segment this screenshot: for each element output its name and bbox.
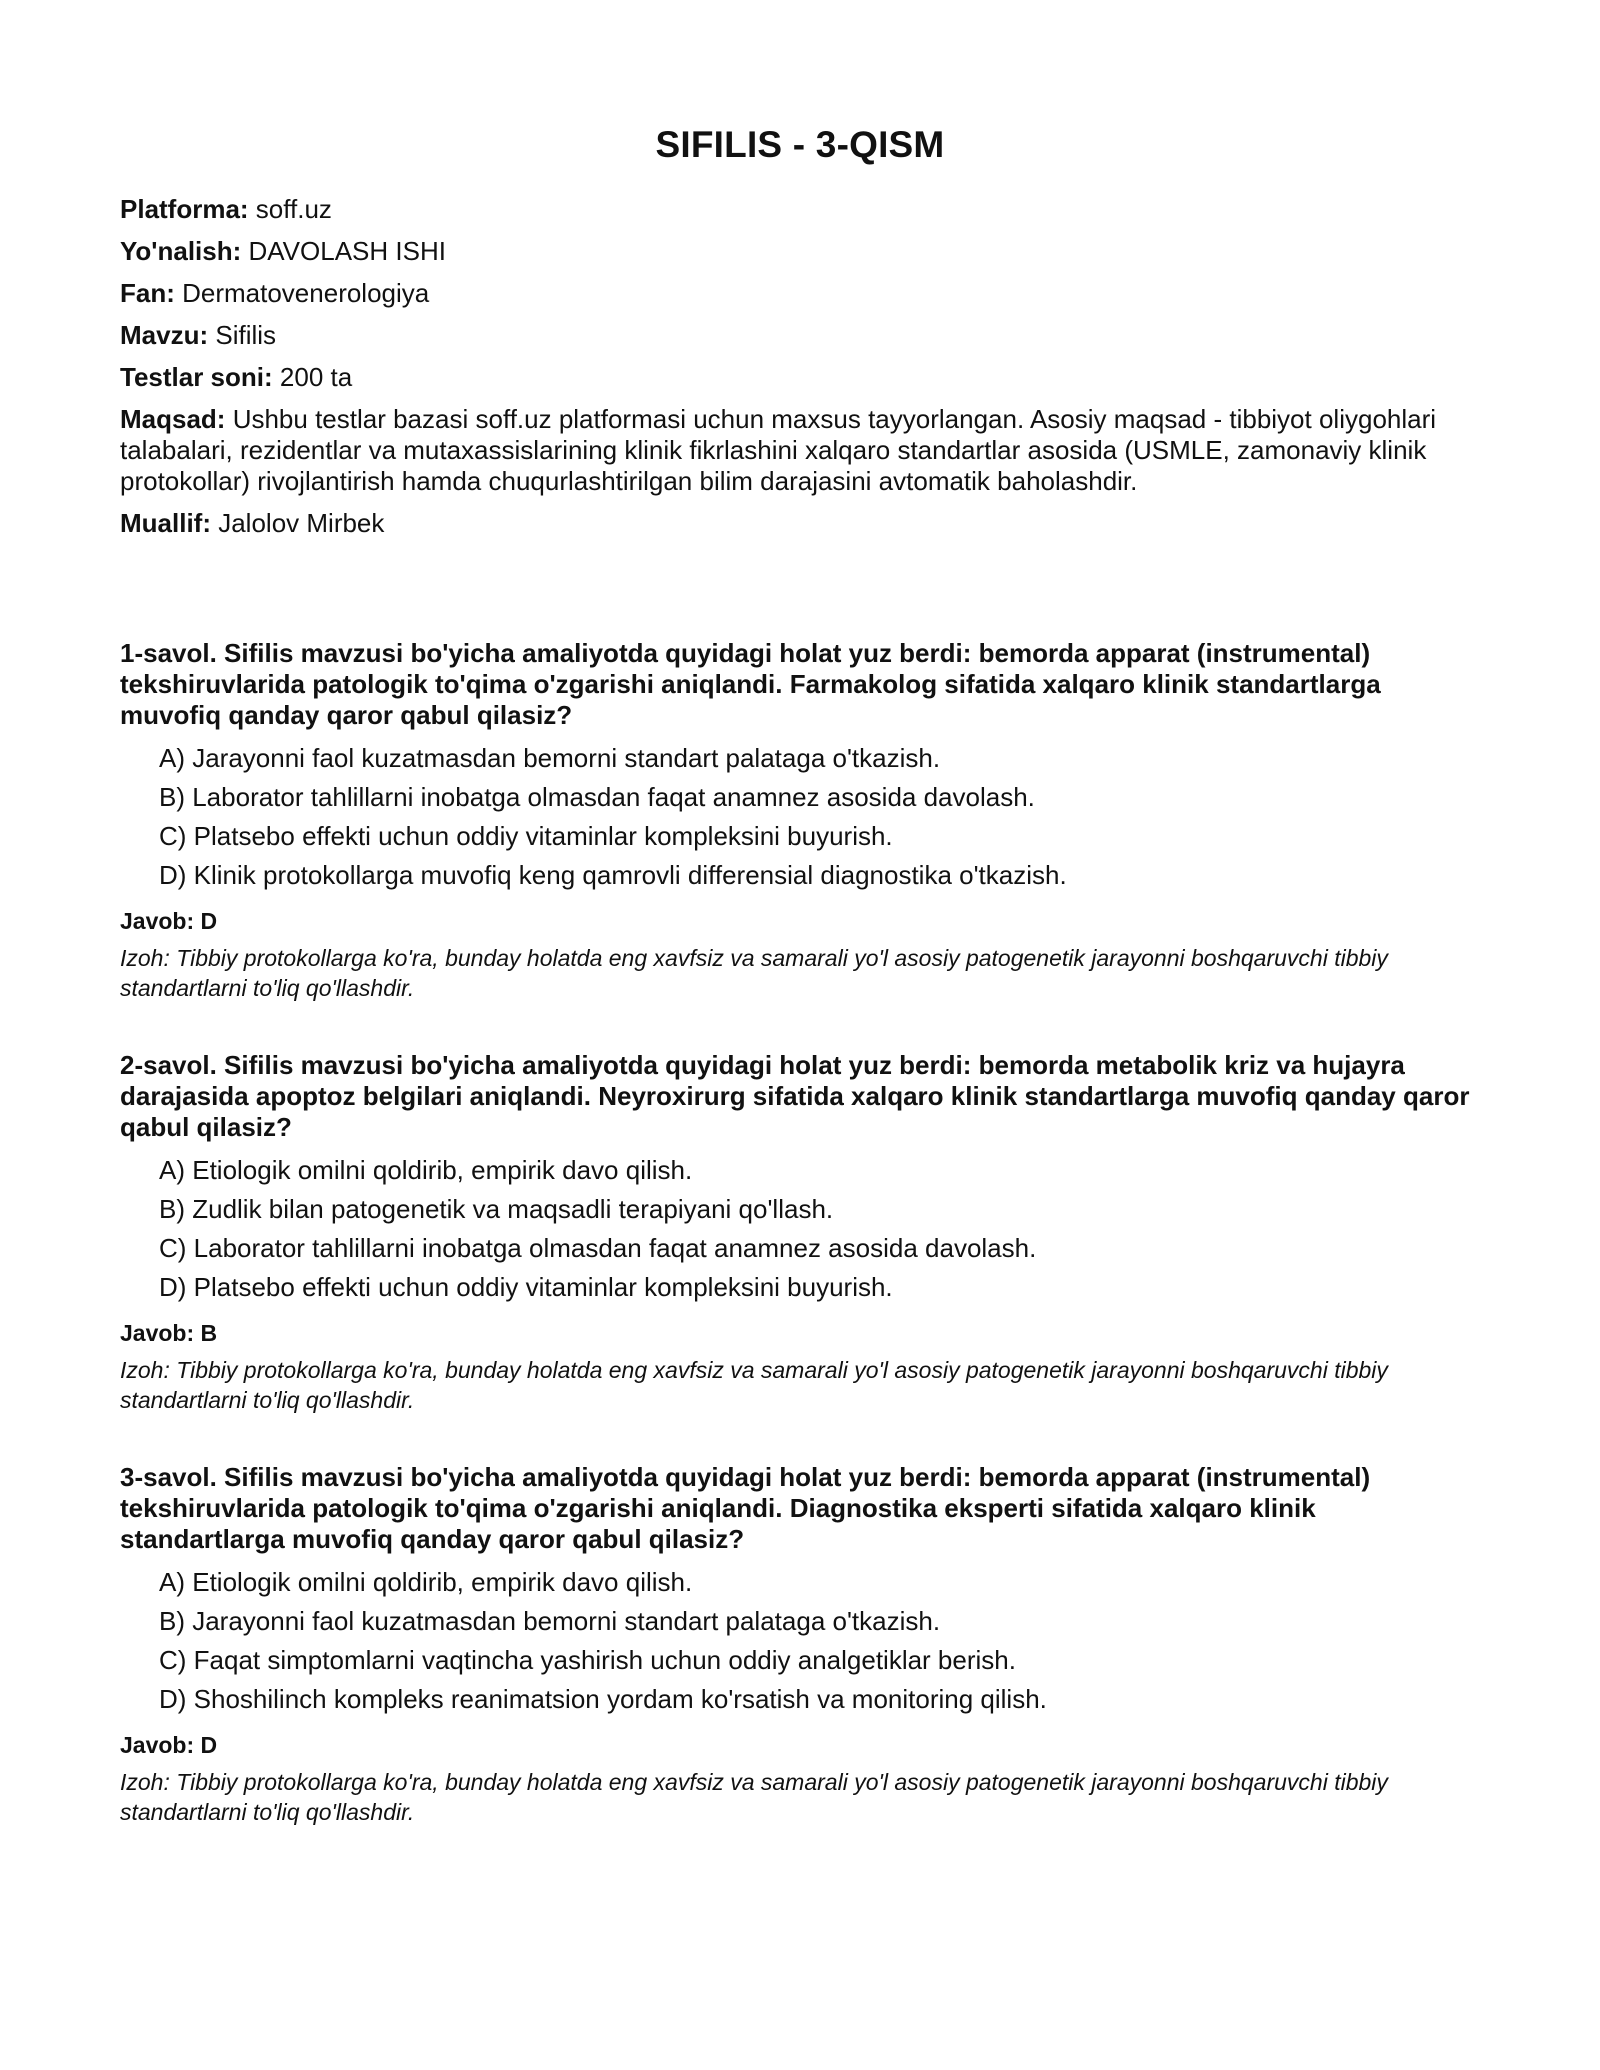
meta-label: Testlar soni: — [120, 362, 273, 392]
meta-platform — [120, 194, 1480, 225]
meta-label: Fan: — [120, 278, 175, 308]
meta-goal — [120, 404, 1480, 497]
explanation-text: Izoh: Tibbiy protokollarga ko'ra, bunday holatda eng xavfsiz va samarali yo'l asosiy patogenetik jarayonni boshqaruvchi tibbiy standartlarni to'liq qo'llashdir. — [120, 1357, 1388, 1413]
option-c: C) Platsebo effekti uchun oddiy vitaminlar kompleksini buyurish. — [159, 821, 893, 851]
option-c: C) Laborator tahlillarni inobatga olmasdan faqat anamnez asosida davolash. — [159, 1233, 1037, 1263]
meta-label: Mavzu: — [120, 320, 209, 350]
answer-label: Javob: D — [120, 1732, 218, 1758]
answer-label: Javob: D — [120, 908, 218, 934]
meta-value: Sifilis — [208, 320, 277, 350]
option-a: A) Etiologik omilni qoldirib, empirik davo qilish. — [159, 1155, 693, 1185]
meta-test-count — [120, 362, 1480, 393]
meta-direction — [120, 236, 1480, 267]
meta-label: Muallif: — [120, 508, 211, 538]
option-a: A) Jarayonni faol kuzatmasdan bemorni standart palataga o'tkazish. — [159, 743, 941, 773]
option-b: B) Zudlik bilan patogenetik va maqsadli terapiyani qo'llash. — [159, 1194, 834, 1224]
option-list — [120, 743, 1480, 899]
option-d: D) Platsebo effekti uchun oddiy vitaminlar kompleksini buyurish. — [159, 1272, 893, 1302]
question-3 — [120, 1462, 1480, 1827]
meta-value: 200 ta — [272, 362, 353, 392]
question-text: 1-savol. Sifilis mavzusi bo'yicha amaliyotda quyidagi holat yuz berdi: bemorda apparat (instrumental) tekshiruvlarida patologik to'qima o'zgarishi aniqlandi. Farmakolog sifatida xalqaro klinik standartlarga muvofiq qanday qaror qabul qilasiz? — [120, 638, 1381, 730]
meta-label: Maqsad: — [120, 404, 226, 434]
answer-label: Javob: B — [120, 1320, 218, 1346]
metadata-block — [120, 194, 1480, 539]
option-b: B) Laborator tahlillarni inobatga olmasdan faqat anamnez asosida davolash. — [159, 782, 1035, 812]
question-2 — [120, 1050, 1480, 1415]
meta-value: Dermatovenerologiya — [174, 278, 430, 308]
option-list — [120, 1567, 1480, 1723]
question-text: 3-savol. Sifilis mavzusi bo'yicha amaliyotda quyidagi holat yuz berdi: bemorda apparat (instrumental) tekshiruvlarida patologik to'qima o'zgarishi aniqlandi. Diagnostika eksperti sifatida xalqaro klinik standartlarga muvofiq qanday qaror qabul qilasiz? — [120, 1462, 1371, 1554]
meta-label: Yo'nalish: — [120, 236, 242, 266]
question-text: 2-savol. Sifilis mavzusi bo'yicha amaliyotda quyidagi holat yuz berdi: bemorda metabolik kriz va hujayra darajasida apoptoz belgilari aniqlandi. Neyroxirurg sifatida xalqaro klinik standartlarga muvofiq qanday qaror qabul qilasiz? — [120, 1050, 1470, 1142]
option-c: C) Faqat simptomlarni vaqtincha yashirish uchun oddiy analgetiklar berish. — [159, 1645, 1016, 1675]
explanation-text: Izoh: Tibbiy protokollarga ko'ra, bunday holatda eng xavfsiz va samarali yo'l asosiy patogenetik jarayonni boshqaruvchi tibbiy standartlarni to'liq qo'llashdir. — [120, 945, 1388, 1001]
option-d: D) Klinik protokollarga muvofiq keng qamrovli differensial diagnostika o'tkazish. — [159, 860, 1067, 890]
option-d: D) Shoshilinch kompleks reanimatsion yordam ko'rsatish va monitoring qilish. — [159, 1684, 1047, 1714]
explanation-text: Izoh: Tibbiy protokollarga ko'ra, bunday holatda eng xavfsiz va samarali yo'l asosiy patogenetik jarayonni boshqaruvchi tibbiy standartlarni to'liq qo'llashdir. — [120, 1769, 1388, 1825]
option-a: A) Etiologik omilni qoldirib, empirik davo qilish. — [159, 1567, 693, 1597]
meta-topic — [120, 320, 1480, 351]
meta-label: Platforma: — [120, 194, 249, 224]
option-b: B) Jarayonni faol kuzatmasdan bemorni standart palataga o'tkazish. — [159, 1606, 941, 1636]
meta-subject — [120, 278, 1480, 309]
document-title: SIFILIS - 3-QISM — [655, 124, 945, 165]
meta-author — [120, 508, 1480, 539]
meta-value: DAVOLASH ISHI — [241, 236, 446, 266]
option-list — [120, 1155, 1480, 1311]
meta-value: Jalolov Mirbek — [211, 508, 385, 538]
question-1 — [120, 638, 1480, 1003]
meta-value: Ushbu testlar bazasi soff.uz platformasi uchun maxsus tayyorlangan. Asosiy maqsad - tibbiyot oliygohlari talabalari, rezidentlar va mutaxassislarining klinik fikrlashini xalqaro standartlar asosida (USMLE, zamonaviy klinik protokollar) rivojlantirish hamda chuqurlashtirilgan bilim darajasini avtomatik baholashdir. — [120, 404, 1437, 496]
meta-value: soff.uz — [248, 194, 332, 224]
